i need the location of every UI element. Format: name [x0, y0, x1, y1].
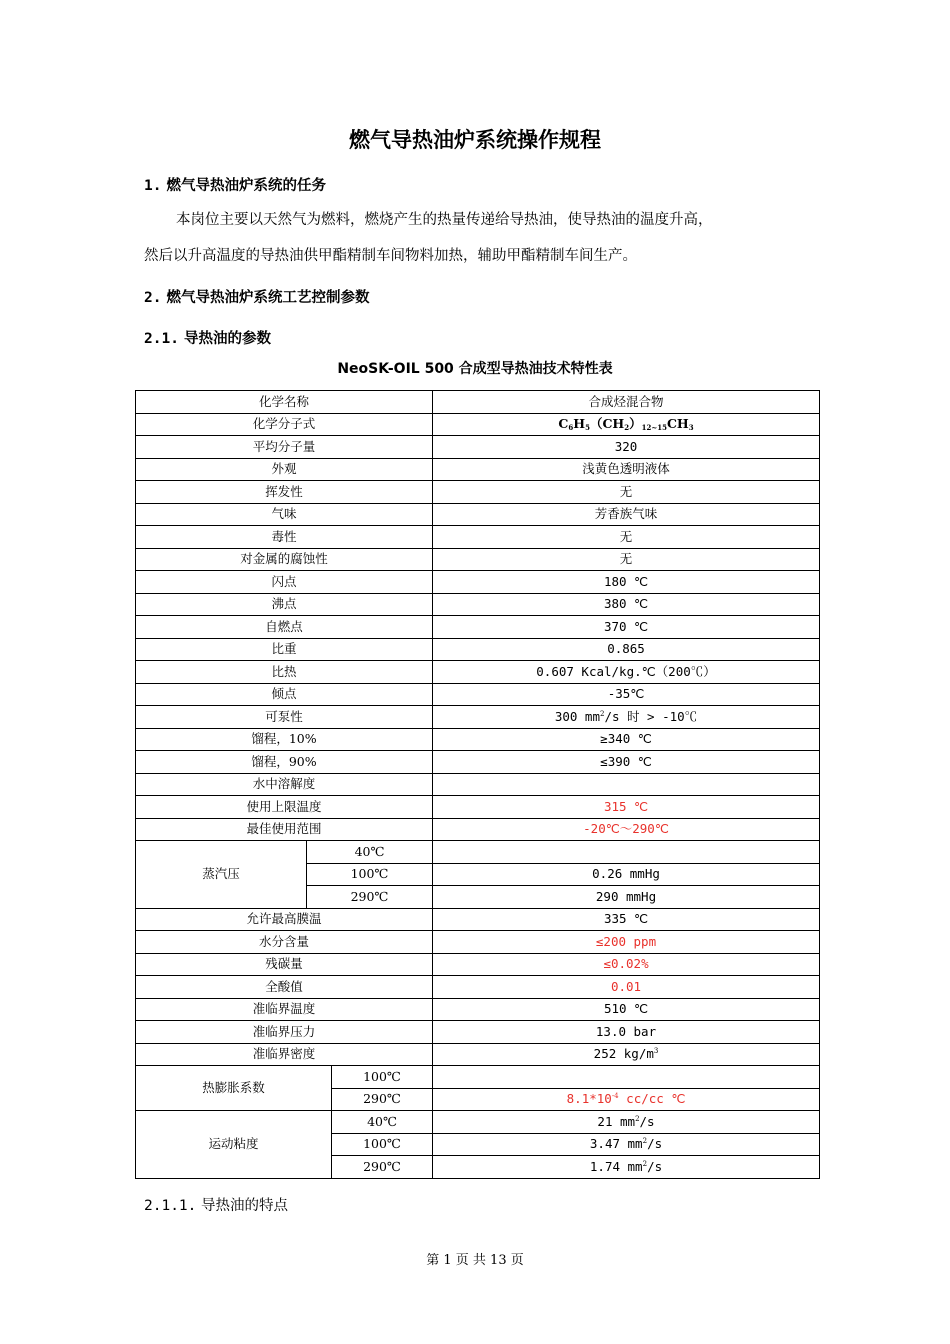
table-row	[136, 773, 820, 796]
cell-text: 290℃	[350, 888, 389, 904]
cell-text: 3	[688, 422, 694, 432]
cell-text: 对金属的腐蚀性	[240, 551, 328, 567]
table-row	[136, 728, 820, 751]
param-name-cell	[136, 458, 433, 481]
param-value-cell	[433, 1043, 820, 1066]
paragraph-line-1: 本岗位主要以天然气为燃料，燃烧产生的热量传递给导热油，使导热油的温度升高，	[176, 212, 713, 228]
cell-text: 510 ℃	[603, 1001, 649, 1017]
temperature-cell	[332, 1066, 433, 1089]
param-value-cell	[433, 1111, 820, 1134]
param-name-cell	[136, 976, 433, 999]
param-value-cell	[433, 998, 820, 1021]
param-name-cell	[136, 548, 433, 571]
cell-text: 准临界压力	[252, 1023, 316, 1039]
cell-text: 允许最高膜温	[246, 911, 322, 927]
table-row	[136, 616, 820, 639]
cell-text: 40℃	[354, 843, 385, 859]
cell-text: 2	[599, 709, 605, 718]
cell-text: 化学名称	[259, 393, 310, 409]
param-value-cell	[433, 1156, 820, 1179]
cell-text: 0.865	[607, 641, 645, 657]
param-value-cell	[433, 1066, 820, 1089]
table-row	[136, 796, 820, 819]
cell-text: /s 时 > -10℃	[604, 708, 698, 724]
section-2-1-title: 导热油的参数	[183, 331, 271, 347]
cell-text: 芳香族气味	[594, 506, 658, 522]
param-name-cell	[136, 571, 433, 594]
table-row	[136, 571, 820, 594]
table-row	[136, 1066, 820, 1089]
param-value-cell	[433, 548, 820, 571]
cell-text: 315 ℃	[603, 798, 649, 814]
cell-text: 290℃	[363, 1091, 401, 1107]
param-name-cell	[136, 1021, 433, 1044]
cell-text: 外观	[271, 461, 297, 477]
section-2-heading	[144, 286, 370, 307]
cell-text: 气味	[271, 506, 297, 522]
section-1-title: 燃气导热油炉系统的任务	[166, 178, 327, 194]
page-footer: 第 1 页 共 13 页	[426, 1253, 524, 1268]
param-name-cell	[136, 908, 433, 931]
table-row	[136, 998, 820, 1021]
param-value-cell	[433, 503, 820, 526]
table-row	[136, 481, 820, 504]
cell-text: ≤0.02%	[603, 956, 649, 972]
cell-text: 380 ℃	[603, 596, 649, 612]
param-value-cell	[433, 391, 820, 414]
param-value-cell	[433, 863, 820, 886]
temperature-cell	[307, 841, 433, 864]
table-row	[136, 661, 820, 684]
param-value-cell	[433, 841, 820, 864]
param-value-cell	[433, 953, 820, 976]
section-2-1-1-heading	[144, 1194, 288, 1215]
table-row	[136, 1021, 820, 1044]
cell-text: 2	[642, 1159, 648, 1168]
table-caption: NeoSK-OIL 500 合成型导热油技术特性表	[337, 361, 613, 377]
param-value-cell	[433, 571, 820, 594]
table-row	[136, 751, 820, 774]
cell-text: cc/cc ℃	[618, 1091, 686, 1107]
cell-text: ≤200 ppm	[595, 933, 657, 949]
param-value-cell	[433, 1133, 820, 1156]
cell-text: 100℃	[350, 866, 389, 882]
cell-text: 8.1*10	[566, 1091, 612, 1107]
temperature-cell	[307, 886, 433, 909]
cell-text: 21 mm	[597, 1113, 636, 1129]
cell-text: 6	[568, 422, 574, 432]
cell-text: /s	[647, 1136, 663, 1152]
param-value-cell	[433, 458, 820, 481]
cell-text: ≥340 ℃	[600, 731, 652, 747]
cell-text: /s	[647, 1158, 663, 1174]
cell-text: 12~15	[641, 422, 667, 432]
param-name-cell	[136, 751, 433, 774]
cell-text: 320	[614, 438, 638, 454]
param-name-cell	[136, 526, 433, 549]
cell-text: 40℃	[367, 1113, 397, 1129]
cell-text: 100℃	[363, 1136, 401, 1152]
cell-text: H	[573, 415, 586, 431]
param-value-cell	[433, 481, 820, 504]
param-value-cell	[433, 526, 820, 549]
param-value-cell	[433, 436, 820, 459]
param-value-cell	[433, 616, 820, 639]
cell-text: 无	[619, 483, 633, 499]
param-name-cell	[136, 593, 433, 616]
param-name-cell	[136, 728, 433, 751]
param-name-cell	[136, 818, 433, 841]
cell-text: 252 kg/m	[593, 1046, 654, 1062]
param-name-cell	[136, 931, 433, 954]
table-row	[136, 526, 820, 549]
table-row	[136, 436, 820, 459]
cell-text: 无	[619, 528, 633, 544]
param-value-cell	[433, 773, 820, 796]
cell-text: -4	[611, 1092, 619, 1101]
param-name-cell	[136, 638, 433, 661]
cell-text: 最佳使用范围	[246, 821, 322, 837]
cell-text: 闪点	[271, 573, 297, 589]
cell-text: 挥发性	[265, 483, 303, 499]
param-value-cell	[433, 931, 820, 954]
param-name-cell	[136, 1111, 332, 1179]
cell-text: 热膨胀系数	[202, 1080, 265, 1096]
param-value-cell	[433, 1021, 820, 1044]
cell-text: 毒性	[271, 528, 297, 544]
table-row	[136, 548, 820, 571]
table-row	[136, 818, 820, 841]
param-value-cell	[433, 908, 820, 931]
param-name-cell	[136, 503, 433, 526]
param-name-cell	[136, 683, 433, 706]
param-value-cell	[433, 706, 820, 729]
cell-text: 使用上限温度	[246, 798, 322, 814]
table-row	[136, 391, 820, 414]
param-name-cell	[136, 616, 433, 639]
section-1-paragraph	[144, 202, 824, 274]
cell-text: 残碳量	[265, 956, 303, 972]
param-value-cell	[433, 796, 820, 819]
cell-text: 比热	[271, 663, 297, 679]
table-row	[136, 931, 820, 954]
cell-text: 平均分子量	[252, 438, 316, 454]
cell-text: 2	[624, 422, 630, 432]
document-title: 燃气导热油炉系统操作规程	[349, 128, 601, 152]
cell-text: -20℃～290℃	[583, 821, 669, 837]
cell-text: 沸点	[271, 596, 297, 612]
param-value-cell	[433, 413, 820, 436]
table-row	[136, 908, 820, 931]
cell-text: 化学分子式	[252, 416, 316, 432]
section-2-1-1-title: 导热油的特点	[201, 1198, 288, 1214]
section-2-number: 2.	[144, 290, 162, 306]
param-value-cell	[433, 976, 820, 999]
param-name-cell	[136, 661, 433, 684]
table-row	[136, 841, 820, 864]
temperature-cell	[332, 1088, 433, 1111]
param-value-cell	[433, 728, 820, 751]
section-2-title: 燃气导热油炉系统工艺控制参数	[166, 290, 370, 306]
param-value-cell	[433, 638, 820, 661]
cell-text: -35℃	[607, 686, 645, 702]
cell-text: 335 ℃	[603, 911, 649, 927]
cell-text: ≤390 ℃	[600, 753, 652, 769]
param-value-cell	[433, 683, 820, 706]
cell-text: C	[558, 415, 569, 431]
table-row	[136, 1111, 820, 1134]
cell-text: 比重	[271, 641, 297, 657]
param-name-cell	[136, 953, 433, 976]
cell-text: 无	[619, 551, 633, 567]
paragraph-line-2: 然后以升高温度的导热油供甲酯精制车间物料加热，辅助甲酯精制车间生产。	[144, 248, 637, 264]
cell-text: 290℃	[363, 1158, 401, 1174]
param-name-cell	[136, 391, 433, 414]
table-row	[136, 638, 820, 661]
cell-text: 2	[642, 1137, 648, 1146]
temperature-cell	[307, 863, 433, 886]
param-name-cell	[136, 706, 433, 729]
param-name-cell	[136, 436, 433, 459]
cell-text: ）	[629, 415, 642, 431]
cell-text: 合成烃混合物	[588, 393, 664, 409]
section-2-1-heading	[144, 327, 271, 348]
cell-text: 180 ℃	[603, 573, 649, 589]
param-value-cell	[433, 818, 820, 841]
cell-text: 自燃点	[265, 618, 303, 634]
temperature-cell	[332, 1133, 433, 1156]
cell-text: 运动粘度	[208, 1136, 259, 1152]
cell-text: 倾点	[271, 686, 297, 702]
cell-text: 水分含量	[259, 933, 310, 949]
section-2-1-number: 2.1.	[144, 331, 179, 347]
section-2-1-1-number: 2.1.1.	[144, 1198, 197, 1214]
table-row	[136, 953, 820, 976]
param-value-cell	[433, 886, 820, 909]
param-name-cell	[136, 796, 433, 819]
param-value-cell	[433, 751, 820, 774]
temperature-cell	[332, 1111, 433, 1134]
oil-spec-table	[135, 390, 820, 1179]
table-row	[136, 593, 820, 616]
cell-text: 浅黄色透明液体	[582, 461, 670, 477]
param-value-cell	[433, 661, 820, 684]
cell-text: 0.607 Kcal/kg.℃（200℃）	[536, 663, 716, 679]
param-name-cell	[136, 998, 433, 1021]
cell-text: 馏程，90%	[251, 753, 317, 769]
cell-text: 全酸值	[265, 978, 303, 994]
param-name-cell	[136, 413, 433, 436]
param-value-cell	[433, 1088, 820, 1111]
cell-text: 100℃	[363, 1068, 401, 1084]
cell-text: 3	[653, 1047, 659, 1056]
table-row	[136, 413, 820, 436]
table-row	[136, 503, 820, 526]
cell-text: 0.01	[610, 978, 642, 994]
table-row	[136, 458, 820, 481]
section-1-number: 1.	[144, 178, 162, 194]
cell-text: 5	[585, 422, 590, 432]
cell-text: 准临界温度	[252, 1001, 316, 1017]
param-value-cell	[433, 593, 820, 616]
cell-text: 3.47 mm	[589, 1136, 643, 1152]
table-row	[136, 1043, 820, 1066]
table-row	[136, 706, 820, 729]
cell-text: 2	[635, 1114, 640, 1123]
cell-text: 水中溶解度	[252, 776, 316, 792]
cell-text: 准临界密度	[252, 1046, 316, 1062]
param-name-cell	[136, 481, 433, 504]
param-name-cell	[136, 1043, 433, 1066]
cell-text: /s	[639, 1113, 655, 1129]
cell-text: 1.74 mm	[589, 1158, 643, 1174]
cell-text: 290 mmHg	[595, 888, 657, 904]
oil-spec-table-body	[136, 391, 820, 1179]
cell-text: （CH	[589, 415, 625, 431]
param-name-cell	[136, 773, 433, 796]
cell-text: 蒸汽压	[202, 866, 240, 882]
cell-text: CH	[666, 415, 689, 431]
cell-text: 馏程，10%	[251, 731, 317, 747]
cell-text: 13.0 bar	[595, 1023, 657, 1039]
temperature-cell	[332, 1156, 433, 1179]
param-name-cell	[136, 841, 307, 909]
section-1-heading	[144, 174, 326, 195]
cell-text: 300 mm	[554, 708, 600, 724]
cell-text: 可泵性	[265, 708, 303, 724]
table-row	[136, 976, 820, 999]
cell-text: 370 ℃	[603, 618, 649, 634]
param-name-cell	[136, 1066, 332, 1111]
cell-text: 0.26 mmHg	[592, 866, 660, 882]
table-row	[136, 683, 820, 706]
